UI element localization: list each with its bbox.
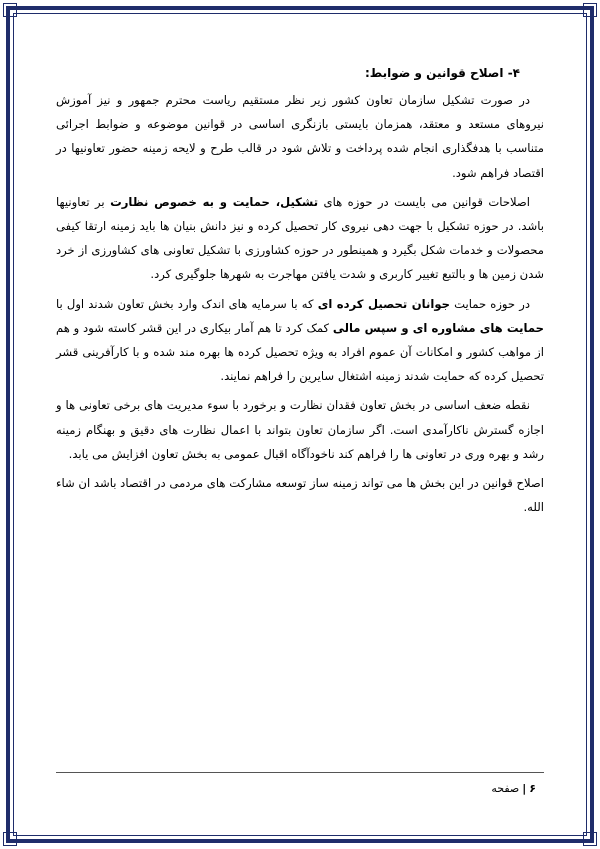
paragraph-2: [56, 190, 544, 287]
page-label: صفحه: [491, 782, 520, 795]
paragraph-3-text: در حوزه حمایت: [449, 296, 530, 311]
paragraph-4: نقطه ضعف اساسی در بخش تعاون فقدان نظارت و برخورد با سوء مدیریت های برخی تعاونی ها و اجازه گسترش ناکارآمدی است. اگر سازمان تعاون بتواند با اعمال نظارت های دقیق و بهنگام زمینه رشد و بهره وری در تعاونی ها را فراهم کند ناخودآگاه اقبال عمومی به بخش تعاون افزایش می یابد.: [56, 398, 544, 461]
border-corner-ornament: [583, 832, 597, 846]
border-corner-ornament: [583, 3, 597, 17]
paragraph-1: در صورت تشکیل سازمان تعاون کشور زیر نظر مستقیم ریاست محترم جمهور و نیز آموزش نیروهای مستعد و معتقد، همزمان بایستی بازنگری اساسی در قوانین موضوعه و ضوابط اجرائی متناسب با هدفگذاری انجام شده پرداخت و تلاش شود در قالب طرح و لایحه زمینه حضور تعاونیها در اقتصاد فراهم شود.: [56, 93, 544, 180]
paragraph-2-text: اصلاحات قوانین می بایست در حوزه های: [318, 194, 530, 209]
section-heading: ۴- اصلاح قوانین و ضوابط:: [364, 66, 520, 80]
page-number: ۶: [529, 782, 536, 795]
border-corner-ornament: [3, 3, 17, 17]
paragraph-3-text: که با سرمایه های اندک وارد بخش تعاون شدند اول با: [56, 296, 318, 311]
paragraph-3-bold: جوانان تحصیل کرده ای: [317, 296, 450, 311]
document-body: [56, 62, 544, 524]
paragraph-3-bold: حمایت های مشاوره ای و سپس مالی: [332, 320, 545, 335]
footer-divider: [56, 772, 544, 773]
page-footer: [491, 782, 536, 795]
paragraph-2-bold: تشکیل، حمایت و به خصوص نظارت: [110, 194, 319, 209]
border-corner-ornament: [3, 832, 17, 846]
paragraph-3: [56, 292, 544, 389]
footer-separator: |: [522, 782, 527, 795]
paragraph-3-text: کمک کرد تا هم آمار بیکاری در این قشر کاسته شود و هم از مواهب کشور و امکانات آن عموم افراد به ویژه تحصیل کرده ها بهره مند شده و با کارآفرینی قشر تحصیل کرده که حمایت شدند زمینه اشتغال سایرین را فراهم نمایند.: [56, 320, 544, 384]
paragraph-5: اصلاح قوانین در این بخش ها می تواند زمینه ساز توسعه مشارکت های مردمی در اقتصاد باشد ان شاء الله.: [56, 476, 544, 515]
paragraph-2-text: بر تعاونیها باشد. در حوزه تشکیل با جهت دهی نیروی کار تحصیل کرده و نیز دانش بنیان ها باید زمینه ارتقا کیفی محصولات و خدمات شکل بگیرد و همینطور در حوزه کشاورزی با تشکیل تعاونی های کشاورزی از خرد شدن زمین ها و بالتبع تغییر کاربری و شدت یافتن مهاجرت به شهرها جلوگیری کرد.: [56, 194, 544, 282]
